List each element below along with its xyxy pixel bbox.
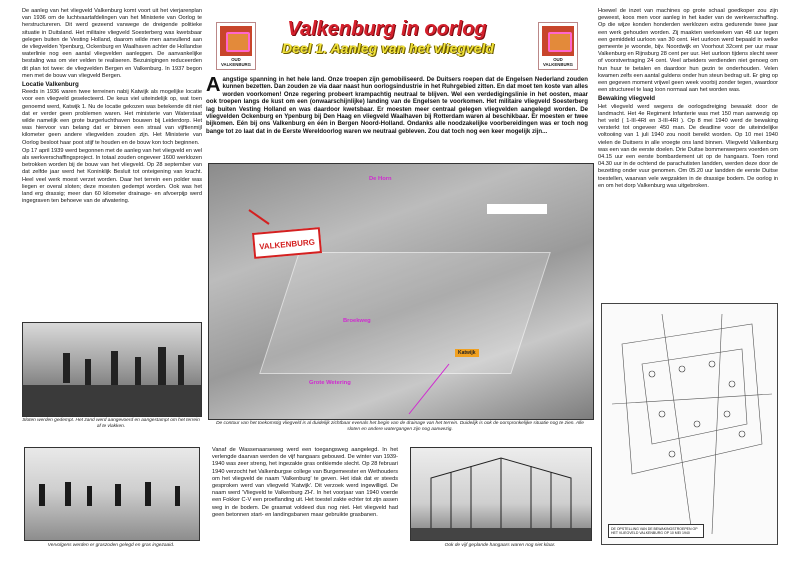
arrow-grote-wetering — [409, 364, 449, 414]
map-label: DE OPSTELLING VAN DE BEWAKINGSTROEPEN OP HET VLIEGVELD VALKENBURG OP 10 MEI 1940 — [608, 524, 704, 538]
middle-bottom-text — [212, 447, 398, 520]
label-broekweg: Broekweg — [343, 318, 371, 324]
logo-text: OUD VALKENBURG — [543, 57, 573, 67]
dropcap: A — [206, 74, 221, 96]
right-column — [598, 8, 778, 191]
aerial-arrows — [209, 164, 593, 419]
workers-photo — [22, 322, 202, 417]
field-photo — [24, 447, 200, 541]
right-paragraph-2: Het vliegveld werd wegens de oorlogsdreiging bewaakt door de landmacht. Het 4e Regiment Infanterie was met 150 man aanwezig op het veld ( 1-III-4RI en 3-III-4RI ). Op 8 mei 1940 werd de bewaking versterkt tot ongeveer 450 man. De deadline voor de uiteindelijke voltooiing van 1 juli 1940 zou nooit bereikt worden. Op 10 mei 1940 vielen de Duitsers in alle vroegte ons land binnen. Vliegveld Valkenburg was een van de eerste doelen. Drie Duitse bommenwerpers voerden om 04.15 uur een eerste bombardement uit op de hangaars. Toen rond 04.30 uur in de ochtend de parachutisten landden, werden deze door de bezetting onder vuur genomen. Om 05.20 uur landden de eerste Duitse toestellen, waarvan vele wegzakten in de drassige bodem. De oorlog in en om het dorp Valkenburg was uitgebroken. — [598, 103, 778, 189]
hangar-photo — [410, 447, 592, 541]
logo-text: OUD VALKENBURG — [221, 57, 251, 67]
aerial-caption: De contour van het toekomstig vliegveld is al duidelijk zichtbaar evenals het begin van de drainage van het terrein. Duidelijk is ook de oorspronkelijke situatie nog te zien. Alle sloten en andere watergangen zijn nog aanwezig. — [216, 421, 584, 432]
field-figures — [25, 448, 199, 540]
logo-right — [538, 22, 578, 70]
map-drawing — [602, 304, 777, 544]
left-paragraph-2: Reeds in 1936 waren twee terreinen nabij Katwijk als mogelijke locatie voor een vliegveld geselecteerd. De keus viel uiteindelijk op, wat toen genoemd werd, Katwijk 1. Nu de locatie gekozen was betekende dit niet dat er verder geen problemen waren. Het ministerie van Waterstaat wilde namelijk een grote burgerluchthaven bouwen bij Leiderdorp. Het was hiervoor van belang dat er binnen een straal van vijftienmijl kilometer geen andere vliegvelden zouden zijn. Het Ministerie van Oorlog besloot haar poot stijf te houden en de bouw kon toch beginnen. — [22, 89, 202, 146]
label-de-horn: De Horn — [369, 176, 392, 182]
logo-image — [220, 26, 252, 56]
label-grote-wetering: Grote Wetering — [309, 380, 351, 386]
page-title: Valkenburg in oorlog — [287, 18, 487, 40]
heading-bewaking: Bewaking vliegveld — [598, 95, 656, 103]
page-subtitle: Deel 1. Aanleg van het vliegveld — [282, 40, 494, 56]
heading-locatie: Locatie Valkenburg — [22, 81, 79, 89]
label-katwijk: Katwijk — [455, 349, 479, 357]
right-paragraph-1: Hoewel de inzet van machines op grote schaal goedkoper zou zijn geweest, koos men voor aanleg in het kader van de werkverschaffing. Op die wijze konden honderden werklozen extra gedurende twee jaar een werk gehouden worden. Zij maakten werkweken van 48 uur tegen een gemiddeld uurloon van 30 cent. Het uurloon werd bepaald in welke gemeente je woonde, bijv. Noordwijk en Voorhout 32cent per uur maar Valkenburg en Rijnsburg 28 cent per uur. Het uurloon tijdens slecht weer of voorstvertraging 24 cent. Veel arbeiders verdienden niet genoeg om hun huur te betalen en daardoor hun gezin te onderhouden. Velen kwamen zelfs een aantal guldens onder hun steun bedrag uit. Er ging op een gegeven moment vrijwel geen week voorbij zonder tegen, waardoor een structureel te laag loon normaal aan het worden was. — [598, 8, 778, 94]
arrow-valkenburg — [249, 210, 269, 224]
aerial-photo — [208, 163, 594, 420]
hangar-structure — [411, 448, 591, 540]
workers-figures — [23, 323, 201, 416]
map-troop-markers — [649, 361, 745, 457]
middle-bottom-paragraph: Vanaf de Wassenaarseweg werd een toegangsweg aangelegd. In het verlengde daarvan werden de vijf hangaars gebouwd. De winter van 1939-1940 was zeer streng, het ingezakte gras ontkiemde slecht. Op 28 februari 1940 verzocht het Valkenburgse college van Burgemeester en Wethouders om het vliegveld de naam 'Valkenburg' te geven. Het idak dat er steeds gesproken werd van vliegveld 'Katwijk'. Dit verzoek werd ingewilligd. De naam werd 'Vliegveld te Valkenburg ZH'. In het voorjaar van 1940 voerde een Fokker C-V een proeflanding uit. Het toestel zakte echter tot zijn assen weg in de bodem. De grasmat voldeed dus nog niet. Het vliegveld had geen betonnen start- en landingsbanen maar gebruikte grasbanen. — [212, 447, 398, 518]
intro-paragraph — [206, 76, 588, 135]
label-valkenburg: VALKENBURG — [258, 237, 316, 252]
left-paragraph-3: Op 17 april 1939 werd begonnen met de aanleg van het vliegveld en wel als werkverschaffingsproject. In totaal zouden ongeveer 1600 werklozen betrokken worden bij de bouw van het vliegveld. Op 28 september van dat zelfde jaar werd het Koninklijk Besluit tot onteigening van kracht. Heel veel werk moest verzet worden. Daar het terrein een polder was liegen er overal sloten; deze moesten gedempt worden. Ook was het land erg drassig; meer dan 60 kilometer drainage- en afvoerpijp werd ingegraven ten behoeve van de afwatering. — [22, 147, 202, 205]
defense-map — [601, 303, 778, 545]
workers-caption: Sloten werden gedempt. Het zand werd aangevoerd en aangestampt om het terrein af te vlakken. — [22, 418, 200, 429]
field-caption: Vervolgens werden er graszoden gelegd en gras ingezaaid. — [47, 543, 175, 548]
intro-text: angstige spanning in het hele land. Onze troepen zijn gemobiliseerd. De Duitsers roepen dat de Engelsen Nederland zouden kunnen bezetten. Dan zouden ze via daar naast hun oorlogsindustrie in het Ruhrgebied zitten. En dat moet ten koste van alles worden voorkomen! Onze regering probeert krampachtig neutraal te blijven. Wel een verdedigingslinie in het oosten, maar ook troepen langs de kust om een (onwaarschijnlijke) landing van de Engelsen te voorkomen. Het militaire vliegveld Soesterberg lag buiten Vesting Holland en was daardoor kwetsbaar. Er moesten meer centraal gelegen vliegvelden aangelegd worden. De vliegvelden Ockenburg en Ypenburg bij Den Haag en vliegveld Waalhaven bij Rotterdam waren al beschikbaar. Er moesten er twee bijkomen. Eén bij ons Valkenburg en één in Bergen Noord-Holland. Ondanks alle noodzakelijke voorbereidingen was er toch nog bange tot zo laat dat in de Eerste Wereldoorlog waren we neutraal gebleven. Zou dat toch nog een keer mogelijk zijn... — [206, 76, 588, 135]
logo-image — [542, 26, 574, 56]
left-column — [22, 8, 202, 206]
hangar-caption: Ook de vijf geplande hangaars waren nog niet klaar. — [444, 543, 556, 548]
left-paragraph-1: De aanleg van het vliegveld Valkenburg komt voort uit het vierjarenplan van 1936 om de luchtvaartafdelingen van het Ministerie van Oorlog te herstructureren. Dit werd gezeend vanwege de dreigende politieke situatie in Duitsland. Het militaire vliegveld Soesterberg was kwetsbaar gelegen buiten de Vesting Holland, daarom wilde men aanvullend aan de vliegvelden Ypenburg, Ockenburg en Waalhaven achter de Hollandse waterlinie nog een aantal vliegvelden aanleggen. De aanvankelijke bestaling was om vier velden te realiseren. Bezuinigingen reduceerden dit plan tot twee: de vliegvelden Bergen en Valkenburg. In 1937 begon men met de bouw van vliegveld Bergen. — [22, 8, 202, 79]
